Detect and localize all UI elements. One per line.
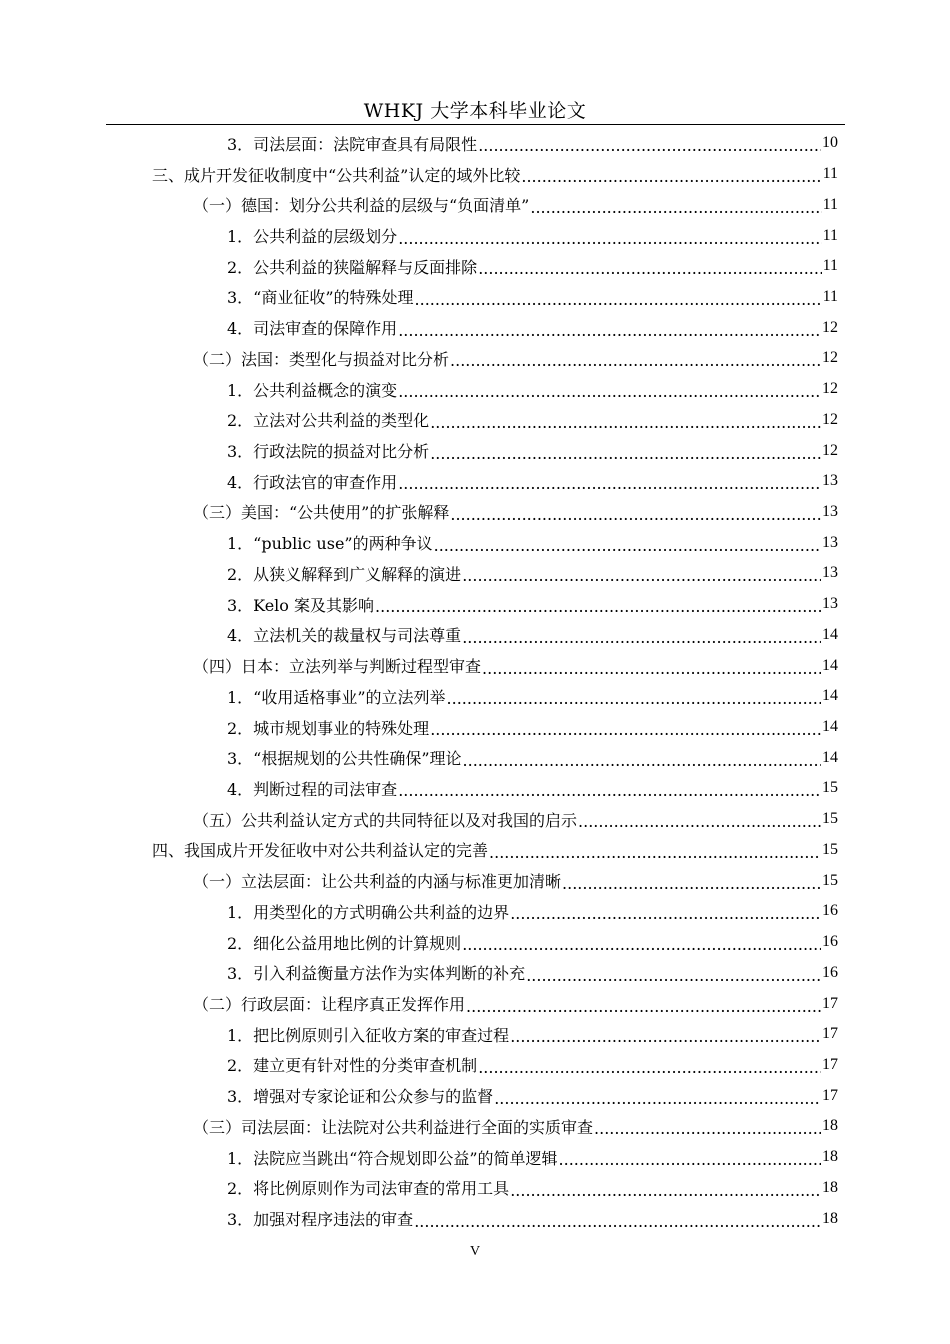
toc-leader-dots: [398, 783, 821, 799]
toc-entry-label: 4．司法审查的保障作用: [227, 319, 398, 339]
toc-entry-page: 15: [822, 810, 838, 828]
toc-entry[interactable]: [227, 312, 838, 343]
toc-leader-dots: [510, 906, 821, 922]
toc-entry[interactable]: [193, 1111, 838, 1142]
toc-entry[interactable]: [227, 957, 838, 988]
toc-entry[interactable]: [227, 927, 838, 958]
toc-entry[interactable]: [193, 189, 838, 220]
toc-entry-label: 1．用类型化的方式明确公共利益的边界: [227, 902, 510, 922]
toc-leader-dots: [482, 661, 821, 677]
toc-entry-label: 1．“public use”的两种争议: [227, 534, 433, 554]
toc-entry-page: 12: [822, 349, 838, 367]
toc-entry-label: （二）行政层面：让程序真正发挥作用: [193, 995, 466, 1014]
toc-entry[interactable]: [227, 282, 838, 313]
toc-entry[interactable]: [227, 1050, 838, 1081]
toc-entry-label: （三）司法层面：让法院对公共利益进行全面的实质审查: [193, 1117, 594, 1137]
toc-entry-label: 1．公共利益的层级划分: [227, 227, 398, 246]
toc-entry-label: （一）德国：划分公共利益的层级与“负面清单”: [193, 196, 530, 216]
toc-entry-page: 17: [822, 1025, 838, 1043]
toc-leader-dots: [447, 691, 821, 707]
toc-entry[interactable]: [227, 896, 838, 927]
toc-leader-dots: [521, 169, 821, 185]
toc-entry-label: 4．立法机关的裁量权与司法尊重: [227, 626, 462, 646]
header-rule: [106, 124, 845, 125]
toc-leader-dots: [398, 231, 821, 247]
toc-leader-dots: [430, 446, 821, 462]
toc-entry-label: 1．公共利益概念的演变: [227, 380, 398, 400]
toc-entry[interactable]: [193, 650, 838, 681]
toc-entry[interactable]: [227, 466, 838, 497]
toc-entry-label: 四、我国成片开发征收中对公共利益认定的完善: [152, 841, 489, 861]
toc-leader-dots: [530, 200, 821, 216]
toc-entry-label: 2．建立更有针对性的分类审查机制: [227, 1056, 478, 1076]
toc-entry-label: 3．“商业征收”的特殊处理: [227, 288, 414, 308]
toc-leader-dots: [430, 722, 821, 738]
toc-entry-page: 12: [822, 318, 838, 336]
toc-leader-dots: [398, 384, 821, 400]
toc-entry-label: 2．城市规划事业的特殊处理: [227, 718, 430, 738]
toc-entry-page: 14: [822, 625, 838, 643]
toc-entry-label: 1．法院应当跳出“符合规划即公益”的简单逻辑: [227, 1148, 558, 1168]
page-number: V: [469, 1244, 481, 1259]
toc-leader-dots: [478, 138, 821, 154]
toc-entry[interactable]: [193, 804, 838, 835]
toc-entry-page: 12: [822, 441, 838, 459]
toc-entry[interactable]: [227, 1019, 838, 1050]
toc-entry-page: 12: [822, 380, 838, 398]
toc-entry-label: （五）公共利益认定方式的共同特征以及对我国的启示: [193, 810, 578, 830]
toc-leader-dots: [510, 1029, 821, 1045]
toc-leader-dots: [398, 323, 821, 339]
toc-leader-dots: [510, 1183, 821, 1199]
toc-entry[interactable]: [227, 1080, 838, 1111]
toc-leader-dots: [466, 999, 821, 1015]
toc-entry[interactable]: [227, 620, 838, 651]
toc-entry-page: 14: [822, 687, 838, 705]
toc-entry[interactable]: [227, 251, 838, 282]
toc-entry-page: 11: [822, 195, 838, 213]
toc-entry-page: 11: [822, 165, 838, 183]
toc-leader-dots: [415, 292, 822, 308]
toc-entry[interactable]: [227, 220, 838, 251]
toc-entry-label: 3．Kelo 案及其影响: [227, 595, 375, 615]
toc-leader-dots: [494, 1091, 821, 1107]
toc-entry[interactable]: [227, 435, 838, 466]
toc-entry-page: 13: [822, 472, 838, 490]
toc-leader-dots: [594, 1121, 821, 1137]
toc-entry-label: 4．判断过程的司法审查: [227, 779, 398, 799]
toc-entry-page: 15: [822, 871, 838, 889]
toc-entry[interactable]: [193, 988, 838, 1019]
toc-entry-label: 2．立法对公共利益的类型化: [227, 411, 430, 431]
toc-entry-page: 17: [822, 1086, 838, 1104]
toc-leader-dots: [414, 1214, 821, 1230]
toc-entry-page: 12: [822, 410, 838, 428]
toc-leader-dots: [462, 568, 821, 584]
toc-entry-page: 13: [822, 564, 838, 582]
page-header-title: WHKJ 大学本科毕业论文: [363, 100, 587, 122]
toc-entry-label: 3．司法层面：法院审查具有局限性: [227, 134, 478, 154]
toc-entry-page: 15: [822, 840, 838, 858]
toc-entry-label: （四）日本：立法列举与判断过程型审查: [193, 657, 482, 677]
toc-entry-page: 18: [822, 1209, 838, 1227]
toc-entry[interactable]: [227, 773, 838, 804]
toc-entry-page: 17: [822, 994, 838, 1012]
toc-leader-dots: [478, 261, 821, 277]
toc-entry-label: （二）法国：类型化与损益对比分析: [193, 349, 450, 369]
toc-entry[interactable]: [227, 681, 838, 712]
toc-entry-label: 2．细化公益用地比例的计算规则: [227, 933, 462, 953]
toc-entry[interactable]: [227, 558, 838, 589]
toc-entry-page: 13: [822, 502, 838, 520]
toc-entry-page: 11: [822, 226, 838, 244]
toc-entry[interactable]: [227, 1142, 838, 1173]
toc-entry[interactable]: [227, 1172, 838, 1203]
toc-entry-label: 3．加强对程序违法的审查: [227, 1210, 414, 1230]
toc-entry[interactable]: [227, 712, 838, 743]
toc-entry-page: 14: [822, 656, 838, 674]
toc-leader-dots: [526, 968, 821, 984]
toc-entry-page: 16: [822, 902, 838, 920]
toc-entry-page: 15: [822, 779, 838, 797]
toc-entry-page: 14: [822, 718, 838, 736]
toc-entry-label: 3．“根据规划的公共性确保”理论: [227, 749, 462, 769]
toc-entry-page: 13: [822, 533, 838, 551]
toc-leader-dots: [450, 507, 821, 523]
toc-entry[interactable]: [227, 527, 838, 558]
toc-entry-label: 2．从狭义解释到广义解释的演进: [227, 564, 462, 584]
toc-entry-page: 11: [822, 287, 838, 305]
toc-entry-label: 1．“收用适格事业”的立法列举: [227, 687, 446, 707]
toc-leader-dots: [559, 1152, 821, 1168]
toc-leader-dots: [450, 353, 821, 369]
toc-entry[interactable]: [227, 404, 838, 435]
toc-entry-page: 16: [822, 963, 838, 981]
toc-entry[interactable]: [227, 128, 838, 159]
toc-entry-page: 13: [822, 595, 838, 613]
toc-leader-dots: [489, 845, 821, 861]
toc-entry-label: （一）立法层面：让公共利益的内涵与标准更加清晰: [193, 872, 562, 892]
toc-leader-dots: [375, 599, 821, 615]
toc-entry-label: 1．把比例原则引入征收方案的审查过程: [227, 1025, 510, 1045]
toc-entry[interactable]: [152, 159, 838, 190]
toc-entry[interactable]: [227, 742, 838, 773]
toc-leader-dots: [462, 630, 821, 646]
toc-entry-label: （三）美国：“公共使用”的扩张解释: [193, 503, 450, 523]
toc-entry[interactable]: [227, 374, 838, 405]
toc-leader-dots: [462, 937, 821, 953]
toc-entry-page: 18: [822, 1148, 838, 1166]
toc-entry-label: 3．增强对专家论证和公众参与的监督: [227, 1087, 494, 1107]
toc-entry-label: 2．将比例原则作为司法审查的常用工具: [227, 1179, 510, 1199]
toc-leader-dots: [434, 538, 821, 554]
toc-entry-page: 18: [822, 1117, 838, 1135]
toc-leader-dots: [562, 876, 821, 892]
toc-entry-page: 11: [822, 257, 838, 275]
toc-entry-page: 17: [822, 1055, 838, 1073]
toc-leader-dots: [398, 476, 821, 492]
toc-entry-page: 16: [822, 933, 838, 951]
toc-leader-dots: [430, 415, 821, 431]
toc-entry-label: 2．公共利益的狭隘解释与反面排除: [227, 257, 478, 277]
toc-entry[interactable]: [193, 343, 838, 374]
toc-leader-dots: [578, 814, 821, 830]
toc-entry-label: 3．引入利益衡量方法作为实体判断的补充: [227, 964, 526, 984]
toc-entry[interactable]: [193, 865, 838, 896]
toc-entry-page: 18: [822, 1178, 838, 1196]
toc-leader-dots: [463, 753, 821, 769]
toc-entry-page: 14: [822, 748, 838, 766]
toc-entry-page: 10: [822, 134, 838, 152]
toc-entry-label: 三、成片开发征收制度中“公共利益”认定的域外比较: [152, 165, 521, 185]
toc-entry[interactable]: [227, 1203, 838, 1234]
toc-leader-dots: [478, 1060, 821, 1076]
toc-entry-label: 3．行政法院的损益对比分析: [227, 442, 430, 462]
toc-entry[interactable]: [227, 589, 838, 620]
toc-entry[interactable]: [152, 835, 838, 866]
toc-entry-label: 4．行政法官的审查作用: [227, 472, 398, 492]
toc-entry[interactable]: [193, 497, 838, 528]
